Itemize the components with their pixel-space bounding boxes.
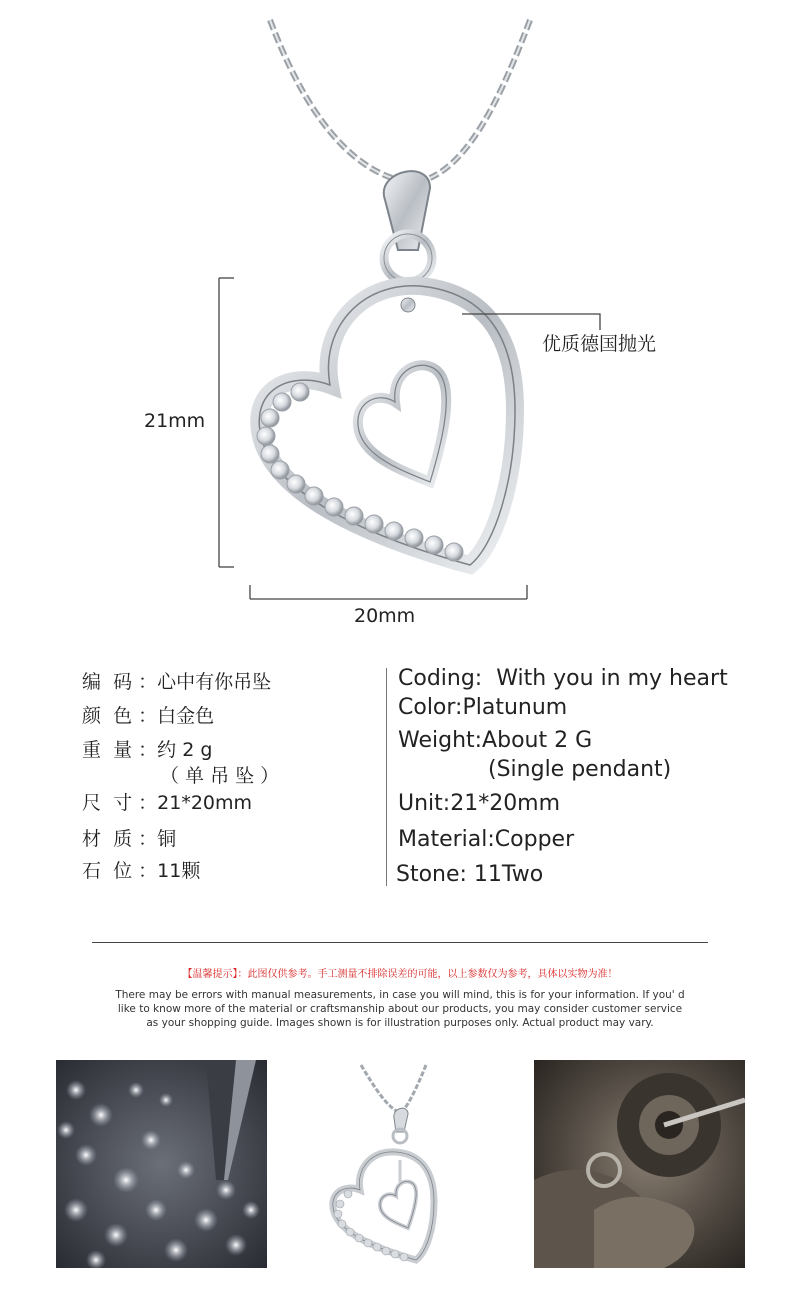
spec-value: 约 2 g xyxy=(157,739,213,761)
spec-cn-row xyxy=(82,707,214,726)
spec-sep: ： xyxy=(138,828,158,850)
width-label: 20mm xyxy=(354,605,416,627)
spec-label: 石 位 xyxy=(82,860,133,882)
height-label: 21mm xyxy=(144,410,206,432)
pendant-thumbnail xyxy=(296,1060,507,1268)
spec-divider xyxy=(386,668,387,886)
diamonds-photo xyxy=(56,1060,267,1268)
notice-en-line: There may be errors with manual measurements, in case you will mind, this is for your information. If you' d xyxy=(115,989,685,1001)
spec-label: 编 码 xyxy=(82,671,133,693)
spec-en-material: Material:Copper xyxy=(398,827,575,852)
spec-en-coding: Coding: With you in my heart xyxy=(398,666,728,691)
spec-value: 21*20mm xyxy=(157,792,253,814)
spec-value: 白金色 xyxy=(157,705,215,727)
spec-sep: ： xyxy=(138,792,158,814)
spec-sep: ： xyxy=(138,671,158,693)
spec-en-stone: Stone: 11Two xyxy=(396,862,544,887)
height-dimension xyxy=(219,278,234,567)
notice-en-line: like to know more of the material or craftsmanship about our products, you may consider customer service xyxy=(117,1003,683,1015)
spec-en-unit: Unit:21*20mm xyxy=(398,791,561,816)
craftsmanship-photo xyxy=(534,1060,745,1268)
width-dimension xyxy=(250,585,527,599)
chain xyxy=(270,20,530,178)
spec-sep: ： xyxy=(138,739,158,761)
spec-en-weight: Weight:About 2 G xyxy=(398,728,593,753)
spec-cn-row xyxy=(82,862,200,881)
spec-sep: ： xyxy=(138,705,158,727)
spec-cn-row xyxy=(160,767,279,786)
spec-value: 心中有你吊坠 xyxy=(157,671,272,693)
notice-en-line: as your shopping guide. Images shown is for illustration purposes only. Actual product may vary. xyxy=(146,1017,654,1029)
spec-cn-row xyxy=(82,741,212,760)
spec-label: 材 质 xyxy=(82,828,133,850)
spec-cn-row xyxy=(82,794,252,813)
divider-rule xyxy=(92,942,708,943)
spec-value: （ 单 吊 坠 ） xyxy=(160,765,280,787)
spec-sep: ： xyxy=(138,860,158,882)
spec-en-color: Color:Platunum xyxy=(398,695,568,720)
spec-label: 尺 寸 xyxy=(82,792,133,814)
inner-heart xyxy=(358,365,446,482)
spec-cn-row xyxy=(82,673,271,692)
spec-label: 重 量 xyxy=(82,739,133,761)
spec-value: 11颗 xyxy=(157,860,201,882)
notice-cn: 【温馨提示】：此图仅供参考。手工测量不排除误差的可能，以上参数仅为参考，具体以实物为准！ xyxy=(182,969,618,980)
outer-heart xyxy=(259,286,515,565)
spec-label: 颜 色 xyxy=(82,705,133,727)
spec-en-weight-note: (Single pendant) xyxy=(488,757,672,782)
polish-callout: 优质德国抛光 xyxy=(542,333,657,355)
spec-cn-row xyxy=(82,830,176,849)
spec-value: 铜 xyxy=(157,828,177,850)
